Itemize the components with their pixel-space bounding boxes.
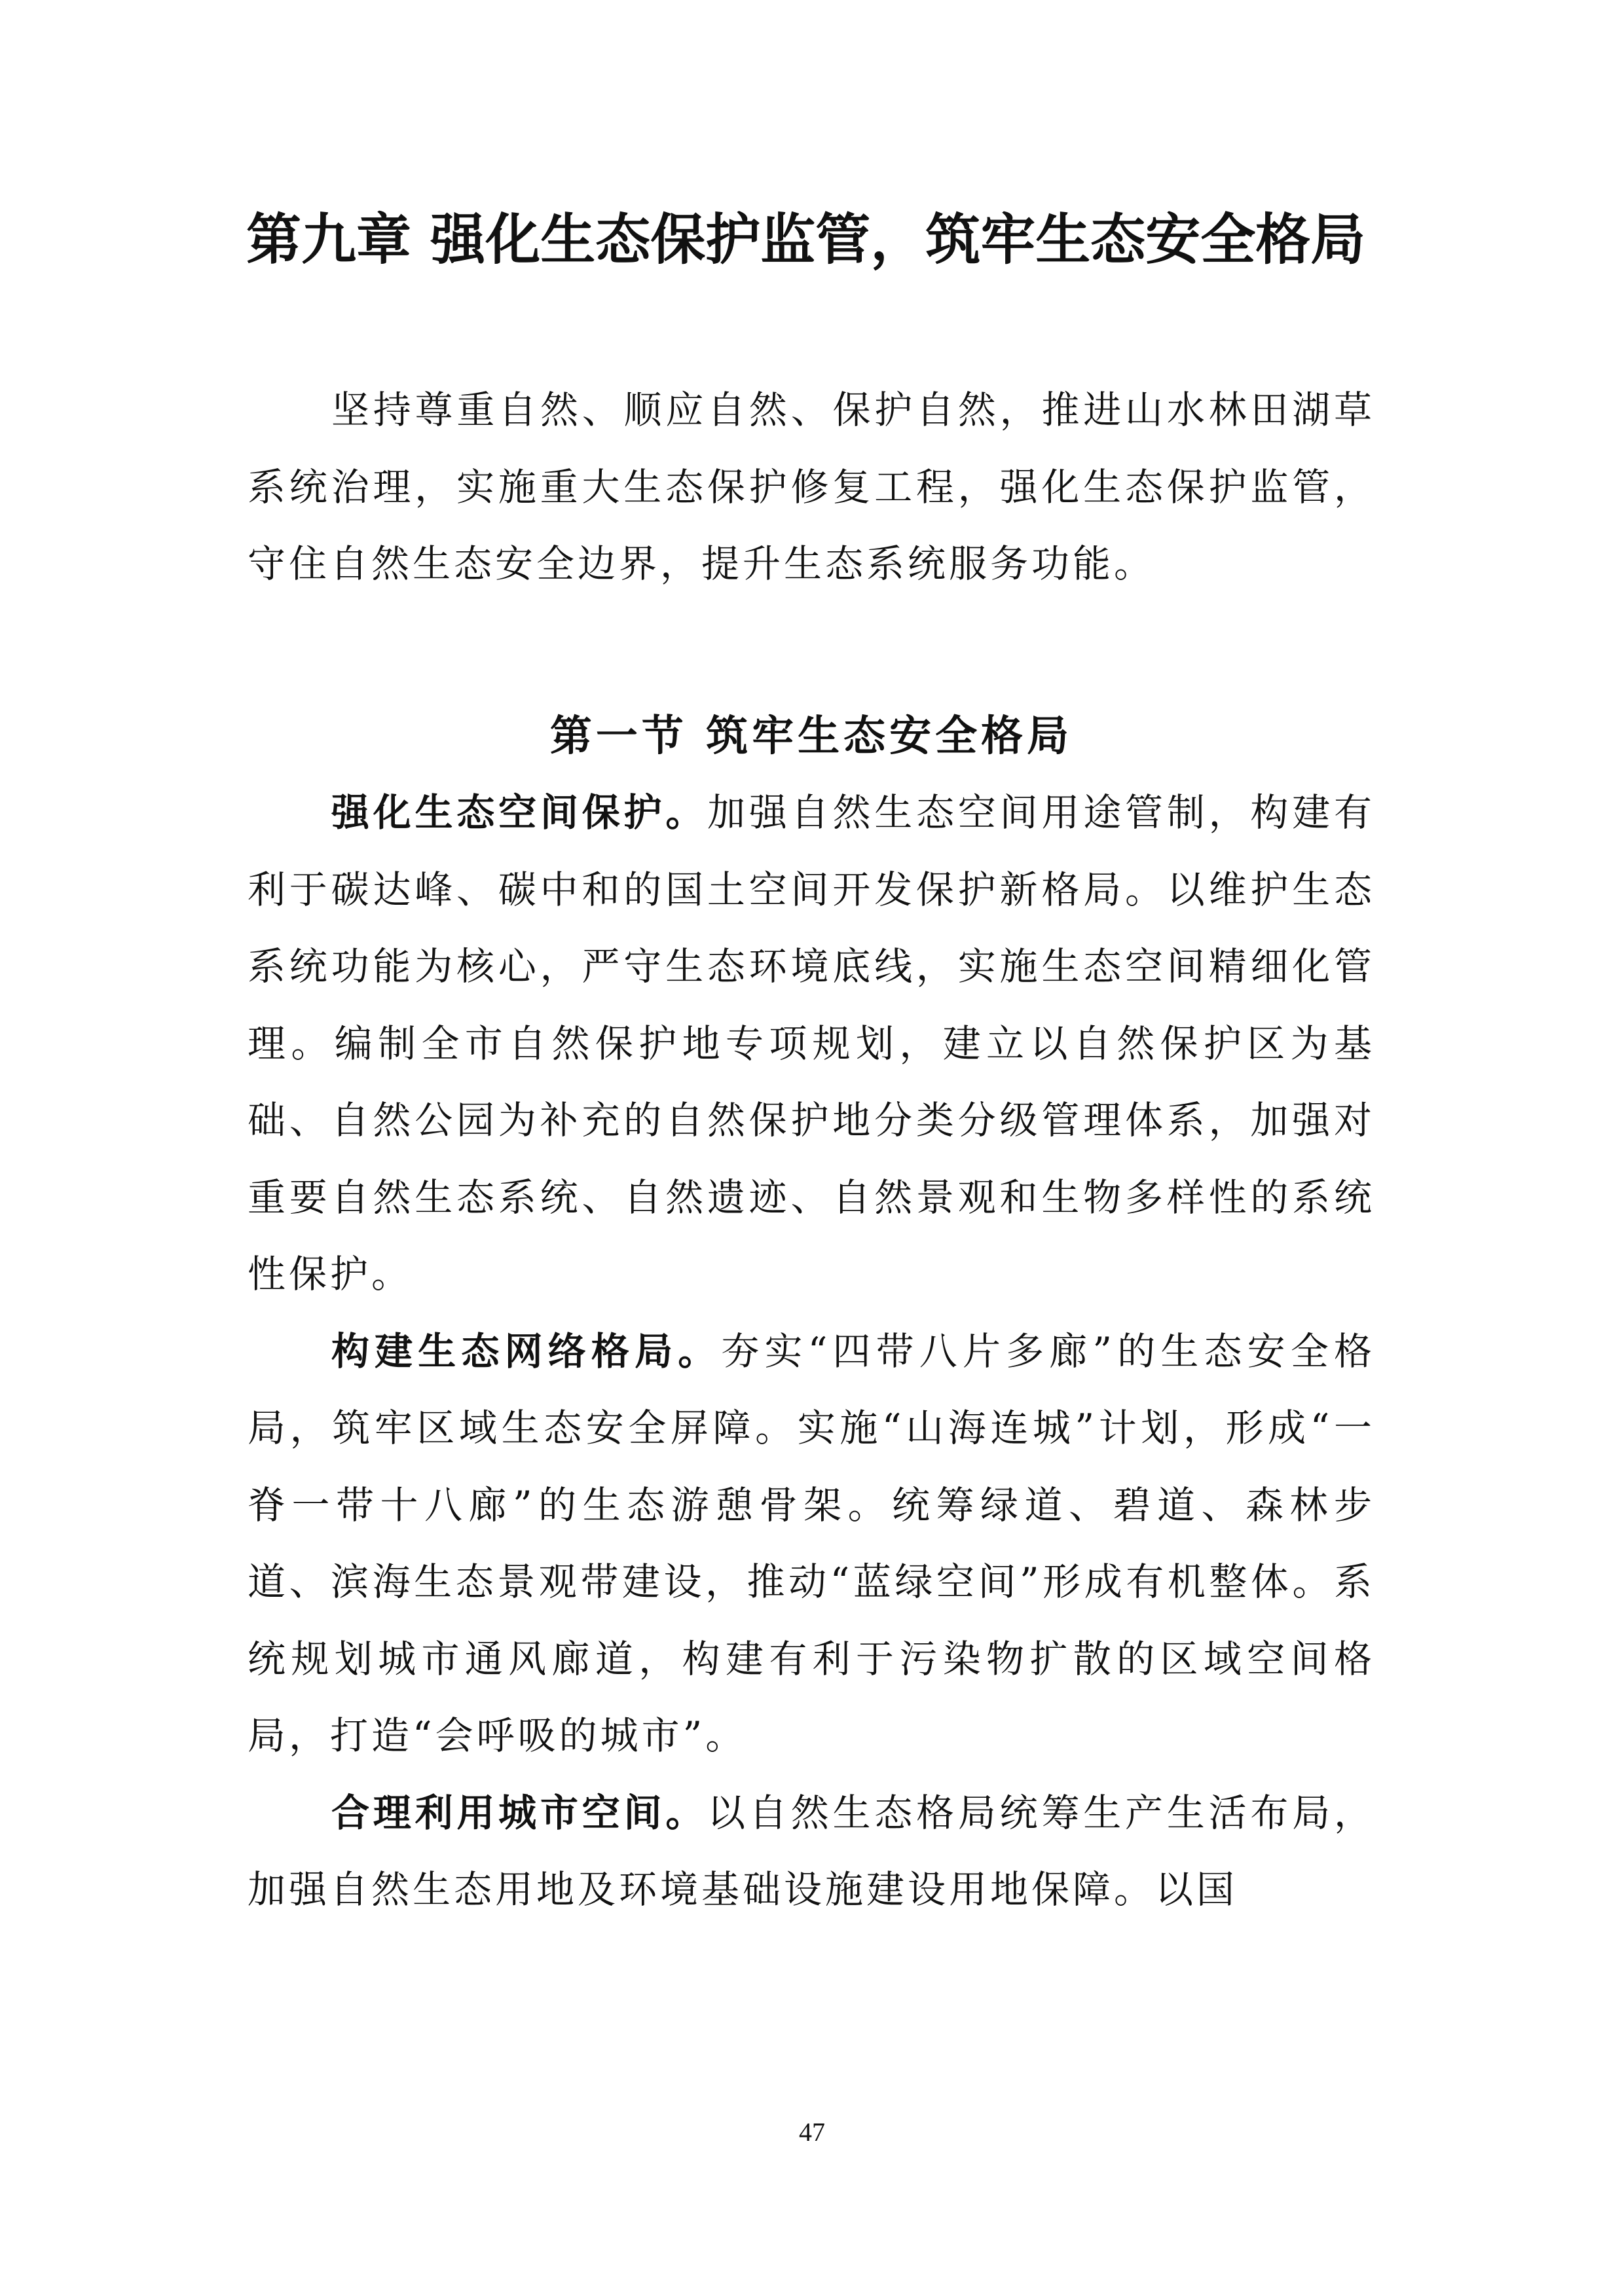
paragraph-text: 加强自然生态空间用途管制，构建有利于碳达峰、碳中和的国土空间开发保护新格局。以维护生态系统功能为核心，严守生态环境底线，实施生态空间精细化管理。编制全市自然保护地专项规划，建立以自然保护区为基础、自然公园为补充的自然保护地分类分级管理体系，加强对重要自然生态系统、自然遗迹、自然景观和生物多样性的系统性保护。 (248, 790, 1375, 1296)
paragraph-text: 夯实“四带八片多廊”的生态安全格局，筑牢区域生态安全屏障。实施“山海连城”计划，形成“一脊一带十八廊”的生态游憩骨架。统筹绿道、碧道、森林步道、滨海生态景观带建设，推动“蓝绿空间”形成有机整体。系统规划城市通风廊道，构建有利于污染物扩散的区域空间格局，打造“会呼吸的城市”。 (248, 1328, 1375, 1758)
section-body (248, 774, 1375, 1929)
paragraph-lead: 构建生态网络格局。 (331, 1328, 722, 1374)
chapter-intro-paragraph: 坚持尊重自然、顺应自然、保护自然，推进山水林田湖草系统治理，实施重大生态保护修复工程，强化生态保护监管，守住自然生态安全边界，提升生态系统服务功能。 (248, 388, 1375, 586)
chapter-title: 第九章 强化生态保护监管，筑牢生态安全格局 (246, 208, 1366, 272)
paragraph-text: 以自然生态格局统筹生产生活布局，加强自然生态用地及环境基础设施建设用地保障。以国 (248, 1790, 1375, 1912)
paragraph-lead: 强化生态空间保护。 (331, 790, 708, 835)
paragraph-urban-space-use (248, 1775, 1375, 1929)
page-number: 47 (799, 2117, 825, 2147)
paragraph-ecological-space-protection (248, 774, 1375, 1313)
paragraph-lead: 合理利用城市空间。 (331, 1790, 708, 1835)
paragraph-ecological-network (248, 1313, 1375, 1775)
section-title: 第一节 筑牢生态安全格局 (549, 712, 1073, 761)
